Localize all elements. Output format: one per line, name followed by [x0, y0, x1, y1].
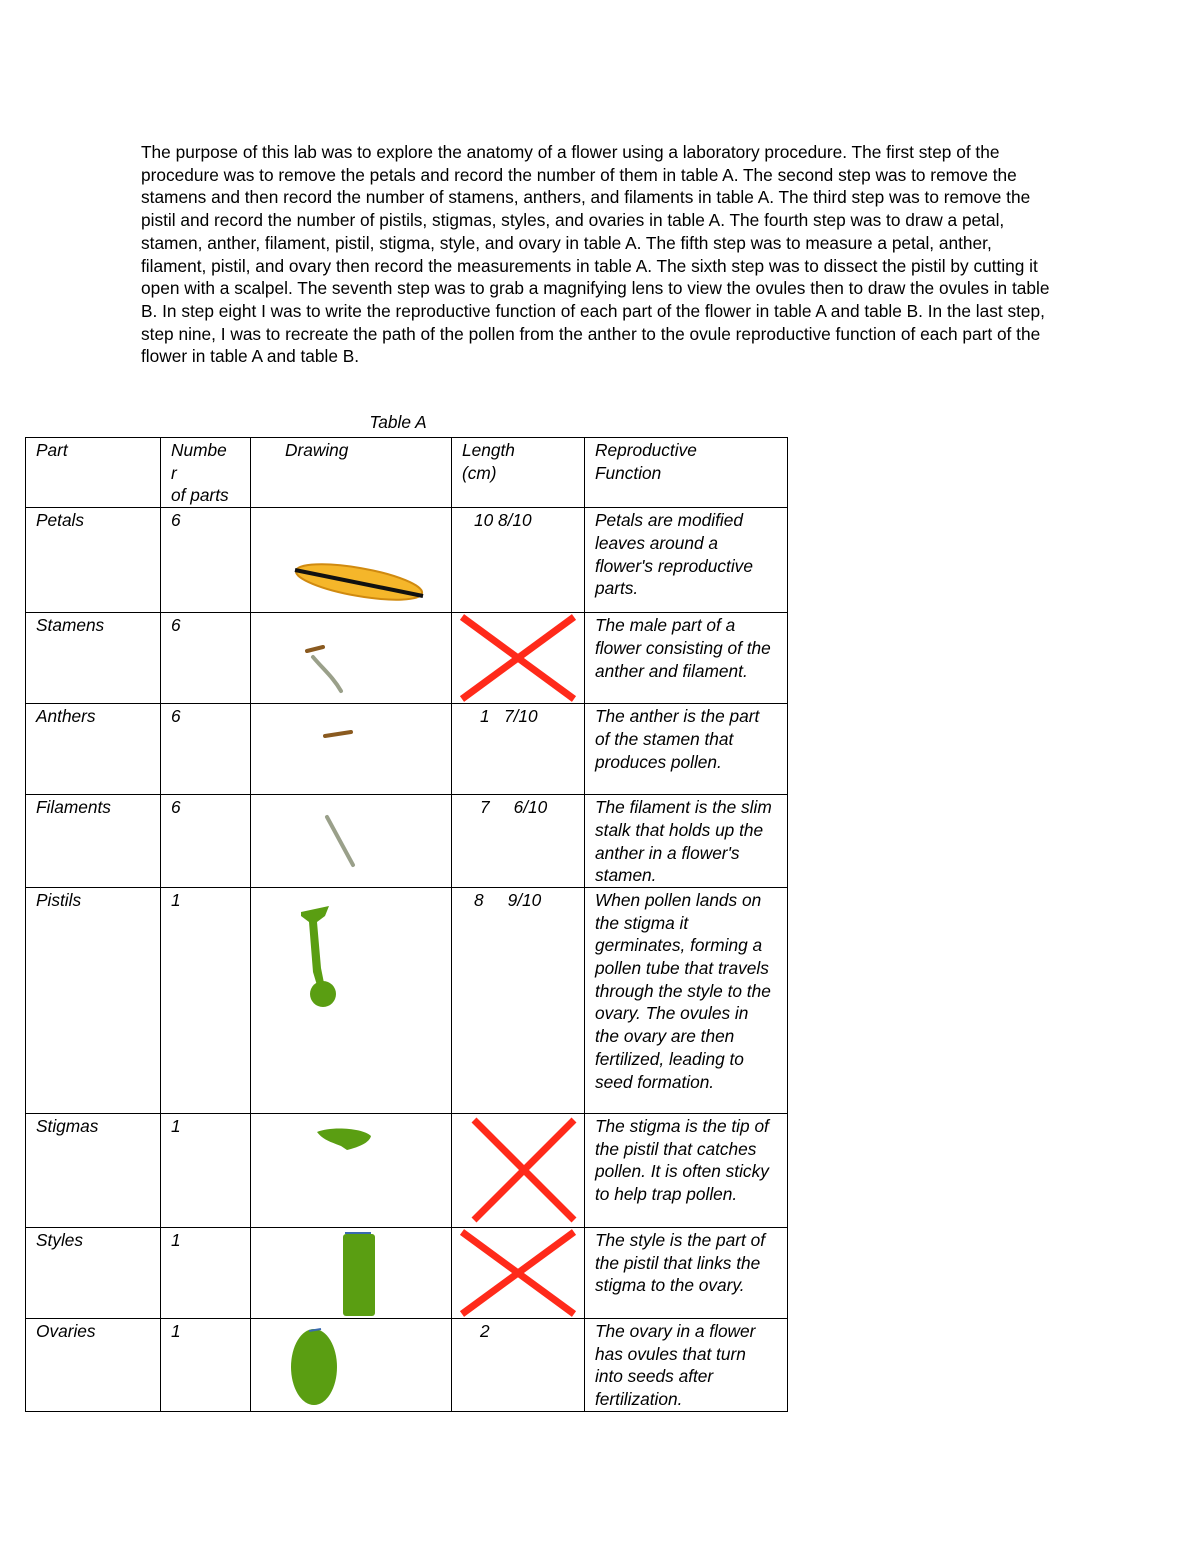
function-cell: The stigma is the tip of the pistil that catches pollen. It is often sticky to help trap pollen. — [585, 1113, 788, 1227]
length-cell: 8 9/10 — [452, 887, 585, 1113]
table-row — [26, 1318, 788, 1411]
function-cell: The male part of a flower consisting of the anther and filament. — [585, 613, 788, 704]
table-header-row — [26, 438, 788, 508]
length-cell: 1 7/10 — [452, 704, 585, 795]
length-crossed-cell — [452, 613, 585, 704]
function-cell: The filament is the slim stalk that holds up the anther in a flower's stamen. — [585, 795, 788, 888]
part-cell: Pistils — [26, 887, 161, 1113]
length-crossed-cell — [452, 1227, 585, 1318]
cross-mark-icon — [452, 1228, 585, 1319]
length-cell: 7 6/10 — [452, 795, 585, 888]
length-crossed-cell — [452, 1113, 585, 1227]
ovary-drawing — [251, 1318, 452, 1411]
header-number: Numbe r of parts — [161, 438, 251, 508]
number-cell: 6 — [161, 704, 251, 795]
filament-drawing — [251, 795, 452, 888]
stamen-drawing — [251, 613, 452, 704]
header-length: Length (cm) — [452, 438, 585, 508]
table-row — [26, 887, 788, 1113]
part-cell: Styles — [26, 1227, 161, 1318]
header-function: Reproductive Function — [585, 438, 788, 508]
header-drawing: Drawing — [251, 438, 452, 508]
table-row — [26, 704, 788, 795]
style-drawing — [251, 1227, 452, 1318]
part-cell: Petals — [26, 508, 161, 613]
table-row — [26, 1113, 788, 1227]
part-cell: Stigmas — [26, 1113, 161, 1227]
part-cell: Anthers — [26, 704, 161, 795]
function-cell: The style is the part of the pistil that links the stigma to the ovary. — [585, 1227, 788, 1318]
number-cell: 6 — [161, 613, 251, 704]
function-cell: When pollen lands on the stigma it germinates, forming a pollen tube that travels through the style to the ovary. The ovules in the ovary are then fertilized, leading to seed formation. — [585, 887, 788, 1113]
stigma-drawing — [251, 1113, 452, 1227]
number-cell: 6 — [161, 508, 251, 613]
table-row — [26, 1227, 788, 1318]
pistil-drawing — [251, 887, 452, 1113]
table-row — [26, 508, 788, 613]
part-cell: Ovaries — [26, 1318, 161, 1411]
number-cell: 1 — [161, 1318, 251, 1411]
table-row — [26, 613, 788, 704]
anther-drawing — [251, 704, 452, 795]
function-cell: The anther is the part of the stamen that produces pollen. — [585, 704, 788, 795]
intro-paragraph: The purpose of this lab was to explore the anatomy of a flower using a laboratory procedure. The first step of the procedure was to remove the petals and record the number of them in table A. The second step was to remove the stamens and then record the number of stamens, anthers, and filaments in table A. The third step was to remove the pistil and record the number of pistils, stigmas, styles, and ovaries in table A. The fourth step was to draw a petal, stamen, anther, filament, pistil, stigma, style, and ovary in table A. The fifth step was to measure a petal, anther, filament, pistil, and ovary then record the measurements in table A. The sixth step was to dissect the pistil by cutting it open with a scalpel. The seventh step was to grab a magnifying lens to view the ovules then to draw the ovules in table B. In step eight I was to write the reproductive function of each part of the flower in table A and table B. In the last step, step nine, I was to recreate the path of the pollen from the anther to the ovule reproductive function of each part of the flower in table A and table B. — [141, 142, 1050, 367]
table-a-caption: Table A — [369, 412, 427, 432]
part-cell: Stamens — [26, 613, 161, 704]
table-a — [25, 437, 788, 1412]
number-cell: 1 — [161, 887, 251, 1113]
length-cell: 10 8/10 — [452, 508, 585, 613]
petal-drawing — [251, 508, 452, 613]
header-part: Part — [26, 438, 161, 508]
number-cell: 1 — [161, 1227, 251, 1318]
cross-mark-icon — [452, 613, 585, 704]
number-cell: 1 — [161, 1113, 251, 1227]
function-cell: The ovary in a flower has ovules that turn into seeds after fertilization. — [585, 1318, 788, 1411]
part-cell: Filaments — [26, 795, 161, 888]
number-cell: 6 — [161, 795, 251, 888]
table-row — [26, 795, 788, 888]
length-cell: 2 — [452, 1318, 585, 1411]
function-cell: Petals are modified leaves around a flower's reproductive parts. — [585, 508, 788, 613]
cross-mark-icon — [452, 1114, 585, 1228]
